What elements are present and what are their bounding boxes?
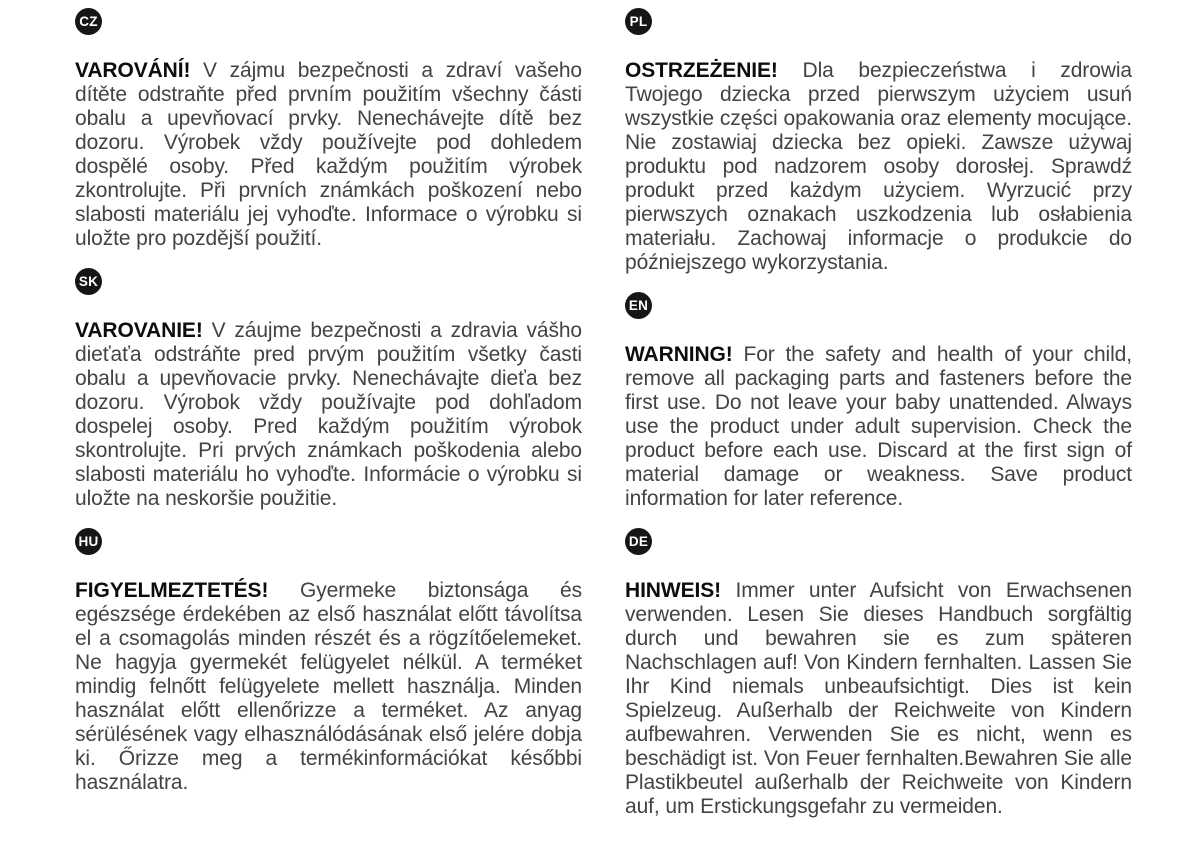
section-sk: [75, 268, 582, 511]
section-cz: [75, 8, 582, 251]
warning-paragraph-de: [625, 579, 1132, 819]
warning-paragraph-hu: [75, 579, 582, 795]
section-de: [625, 528, 1132, 819]
left-column: [75, 8, 582, 795]
warning-body-sk: V záujme bezpečnosti a zdravia vášho dieťaťa odstráňte pred prvým použitím všetky časti obalu a upevňovacie prvky. Nenechávajte dieťa bez dozoru. Výrobok vždy používajte pod dohľadom dospelej osoby. Pred každým použitím výrobok skontrolujte. Pri prvých známkach poškodenia alebo slabosti materiálu ho vyhoďte. Informácie o výrobku si uložte na neskoršie použitie.: [75, 319, 582, 510]
warning-paragraph-sk: [75, 319, 582, 511]
warning-lead-sk: VAROVANIE!: [75, 319, 203, 342]
warning-paragraph-en: [625, 343, 1132, 511]
warning-body-cz: V zájmu bezpečnosti a zdraví vašeho dítěte odstraňte před prvním použitím všechny části obalu a upevňovací prvky. Nenechávejte dítě bez dozoru. Výrobek vždy používejte pod dohledem dospělé osoby. Před každým použitím výrobek zkontrolujte. Při prvních známkách poškození nebo slabosti materiálu jej vyhoďte. Informace o výrobku si uložte pro pozdější použití.: [75, 59, 582, 250]
warning-body-en: For the safety and health of your child, remove all packaging parts and fasteners before the first use. Do not leave your baby unattended. Always use the product under adult supervision. Check the product before each use. Discard at the first sign of material damage or weakness. Save product information for later reference.: [625, 343, 1132, 510]
warning-paragraph-pl: [625, 59, 1132, 275]
language-badge-pl: PL: [625, 8, 652, 35]
warning-body-de: Immer unter Aufsicht von Erwachsenen verwenden. Lesen Sie dieses Handbuch sorgfältig durch und bewahren sie es zum späteren Nachschlagen auf! Von Kindern fernhalten. Lassen Sie Ihr Kind niemals unbeaufsichtigt. Dies ist kein Spielzeug. Außerhalb der Reichweite von Kindern aufbewahren. Verwenden Sie es nicht, wenn es beschädigt ist. Von Feuer fernhalten.Bewahren Sie alle Plastikbeutel außerhalb der Reichweite von Kindern auf, um Erstickungsgefahr zu vermeiden.: [625, 579, 1132, 818]
language-badge-hu: HU: [75, 528, 102, 555]
section-hu: [75, 528, 582, 795]
section-en: [625, 292, 1132, 511]
language-badge-de: DE: [625, 528, 652, 555]
warning-body-hu: Gyermeke biztonsága és egészsége érdekében az első használat előtt távolítsa el a csomagolás minden részét és a rögzítőelemeket. Ne hagyja gyermekét felügyelet nélkül. A terméket mindig felnőtt felügyelete mellett használja. Minden használat előtt ellenőrizze a terméket. Az anyag sérülésének vagy elhasználódásának első jelére dobja ki. Őrizze meg a termékinformációkat későbbi használatra.: [75, 579, 582, 794]
language-badge-en: EN: [625, 292, 652, 319]
language-badge-sk: SK: [75, 268, 102, 295]
right-column: [625, 8, 1132, 819]
warning-body-pl: Dla bezpieczeństwa i zdrowia Twojego dziecka przed pierwszym użyciem usuń wszystkie części opakowania oraz elementy mocujące. Nie zostawiaj dziecka bez opieki. Zawsze używaj produktu pod nadzorem osoby dorosłej. Sprawdź produkt przed każdym użyciem. Wyrzucić przy pierwszych oznakach uszkodzenia lub osłabienia materiału. Zachowaj informacje o produkcie do późniejszego wykorzystania.: [625, 59, 1132, 274]
warning-lead-de: HINWEIS!: [625, 579, 722, 602]
warning-lead-cz: VAROVÁNÍ!: [75, 59, 191, 82]
warning-lead-hu: FIGYELMEZTETÉS!: [75, 579, 269, 602]
language-badge-cz: CZ: [75, 8, 102, 35]
section-pl: [625, 8, 1132, 275]
warning-lead-en: WARNING!: [625, 343, 733, 366]
warning-lead-pl: OSTRZEŻENIE!: [625, 59, 778, 82]
warning-paragraph-cz: [75, 59, 582, 251]
